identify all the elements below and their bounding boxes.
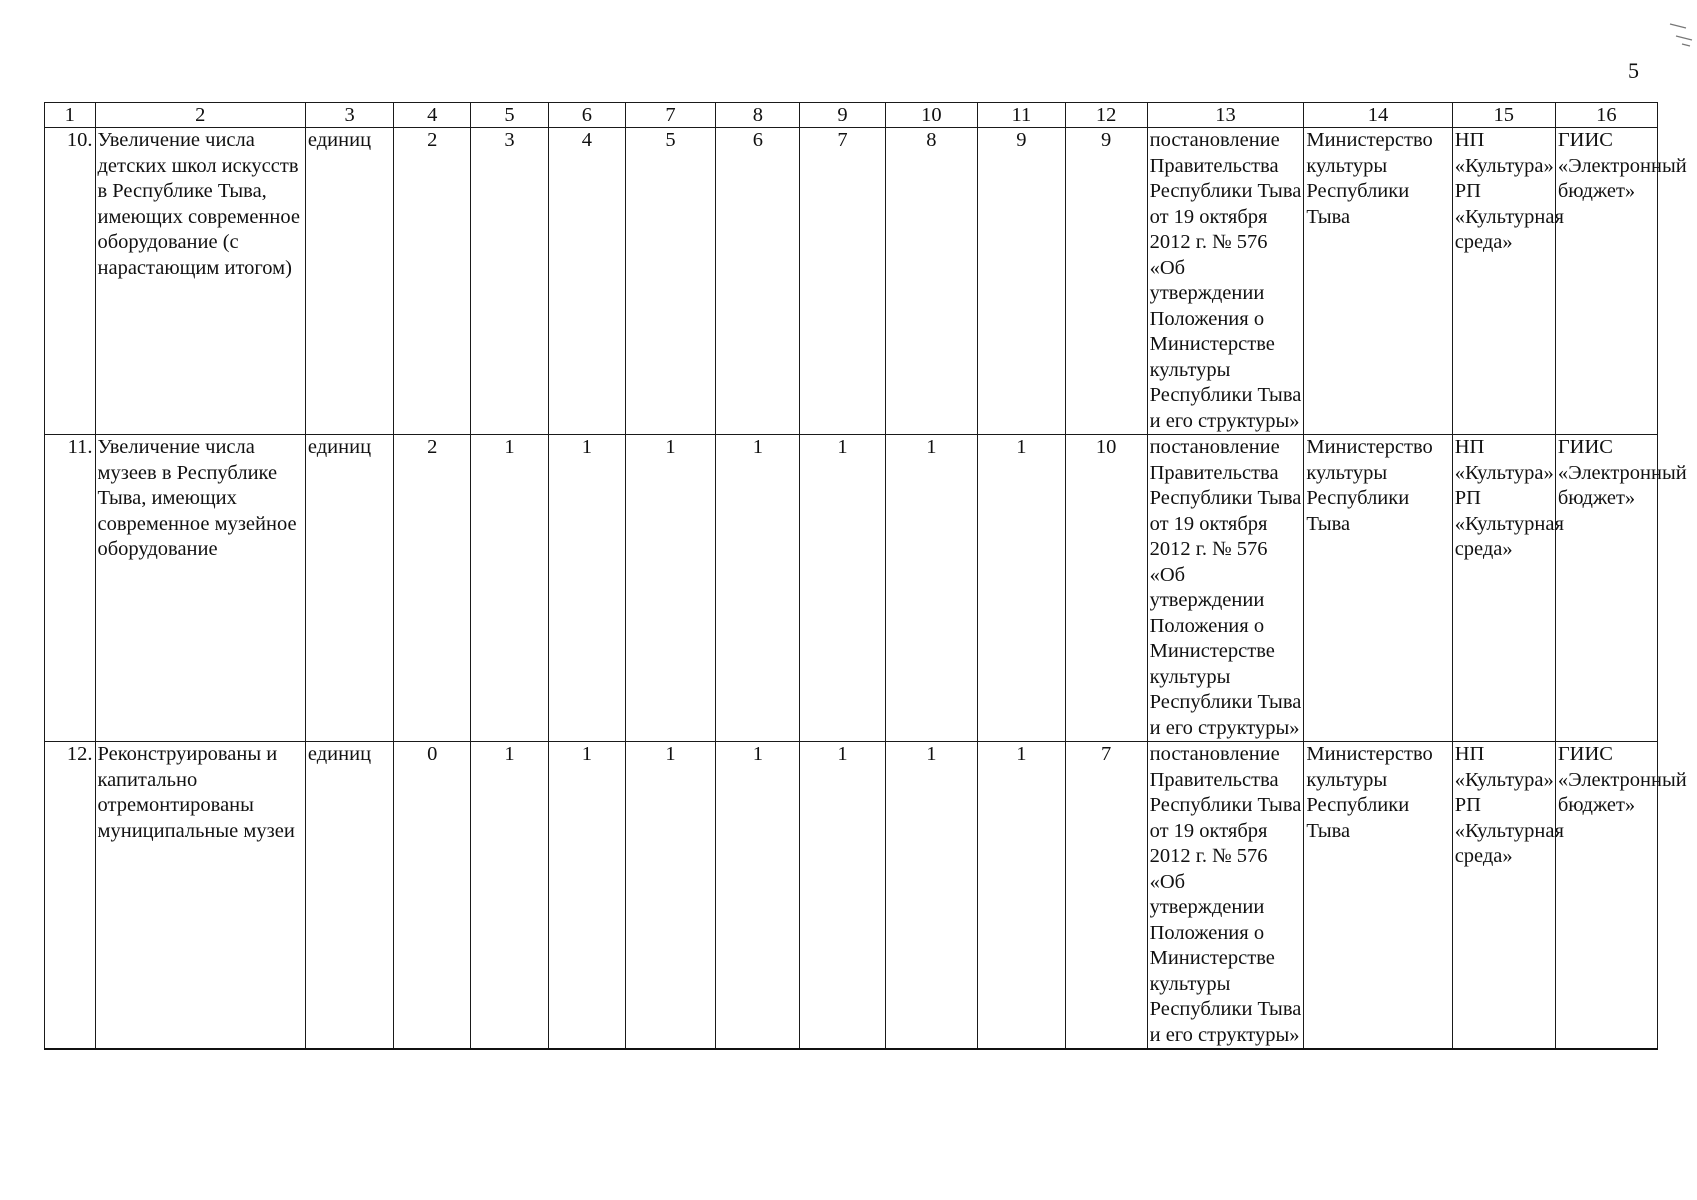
value-cell: 1 (548, 435, 625, 742)
page-number: 5 (1628, 58, 1639, 83)
responsible-cell: Министерство культуры Республики Тыва (1304, 742, 1452, 1050)
column-header: 14 (1304, 103, 1452, 128)
table-row (45, 742, 1658, 1050)
value-cell: 1 (800, 742, 885, 1050)
responsible-cell: Министерство культуры Республики Тыва (1304, 435, 1452, 742)
unit-cell: единиц (305, 128, 393, 435)
value-cell: 9 (978, 128, 1065, 435)
project-cell: НП «Культура» РП «Культурная среда» (1452, 435, 1555, 742)
scan-mark-icon (1668, 18, 1694, 48)
value-cell: 3 (471, 128, 549, 435)
row-number: 12. (45, 742, 96, 1050)
column-header: 15 (1452, 103, 1555, 128)
value-cell: 1 (978, 742, 1065, 1050)
column-header: 12 (1065, 103, 1147, 128)
column-number-row (45, 103, 1658, 128)
column-header: 9 (800, 103, 885, 128)
column-header: 6 (548, 103, 625, 128)
unit-cell: единиц (305, 742, 393, 1050)
column-header: 16 (1555, 103, 1657, 128)
column-header: 11 (978, 103, 1065, 128)
column-header: 1 (45, 103, 96, 128)
value-cell: 1 (885, 435, 978, 742)
value-cell: 2 (394, 128, 471, 435)
indicator-name: Увеличение числа музеев в Республике Тыва, имеющих современное музейное оборудование (95, 435, 305, 742)
row-number: 11. (45, 435, 96, 742)
document-cell: постановление Правительства Республики Тыва от 19 октября 2012 г. № 576 «Об утверждении Положения о Министерстве культуры Республики Тыва и его структуры» (1147, 128, 1304, 435)
column-header: 5 (471, 103, 549, 128)
column-header: 13 (1147, 103, 1304, 128)
table-row (45, 435, 1658, 742)
column-header: 4 (394, 103, 471, 128)
column-header: 3 (305, 103, 393, 128)
document-cell: постановление Правительства Республики Тыва от 19 октября 2012 г. № 576 «Об утверждении Положения о Министерстве культуры Республики Тыва и его структуры» (1147, 435, 1304, 742)
system-cell: ГИИС «Электронный бюджет» (1555, 742, 1657, 1050)
value-cell: 1 (800, 435, 885, 742)
value-cell: 2 (394, 435, 471, 742)
value-cell: 7 (1065, 742, 1147, 1050)
value-cell: 1 (625, 742, 715, 1050)
value-cell: 9 (1065, 128, 1147, 435)
column-header: 2 (95, 103, 305, 128)
value-cell: 1 (716, 435, 800, 742)
document-cell: постановление Правительства Республики Тыва от 19 октября 2012 г. № 576 «Об утверждении Положения о Министерстве культуры Республики Тыва и его структуры» (1147, 742, 1304, 1050)
value-cell: 8 (885, 128, 978, 435)
value-cell: 10 (1065, 435, 1147, 742)
indicator-name: Реконструированы и капитально отремонтированы муниципальные музеи (95, 742, 305, 1050)
system-cell: ГИИС «Электронный бюджет» (1555, 128, 1657, 435)
unit-cell: единиц (305, 435, 393, 742)
value-cell: 1 (625, 435, 715, 742)
column-header: 8 (716, 103, 800, 128)
project-cell: НП «Культура» РП «Культурная среда» (1452, 742, 1555, 1050)
value-cell: 4 (548, 128, 625, 435)
value-cell: 1 (716, 742, 800, 1050)
value-cell: 1 (471, 742, 549, 1050)
value-cell: 1 (885, 742, 978, 1050)
value-cell: 6 (716, 128, 800, 435)
value-cell: 5 (625, 128, 715, 435)
value-cell: 0 (394, 742, 471, 1050)
value-cell: 1 (978, 435, 1065, 742)
indicator-name: Увеличение числа детских школ искусств в Республике Тыва, имеющих современное оборудование (с нарастающим итогом) (95, 128, 305, 435)
project-cell: НП «Культура» РП «Культурная среда» (1452, 128, 1555, 435)
value-cell: 7 (800, 128, 885, 435)
row-number: 10. (45, 128, 96, 435)
indicators-table (44, 102, 1687, 1050)
table-row (45, 128, 1658, 435)
responsible-cell: Министерство культуры Республики Тыва (1304, 128, 1452, 435)
column-header: 10 (885, 103, 978, 128)
column-header: 7 (625, 103, 715, 128)
value-cell: 1 (471, 435, 549, 742)
value-cell: 1 (548, 742, 625, 1050)
system-cell: ГИИС «Электронный бюджет» (1555, 435, 1657, 742)
